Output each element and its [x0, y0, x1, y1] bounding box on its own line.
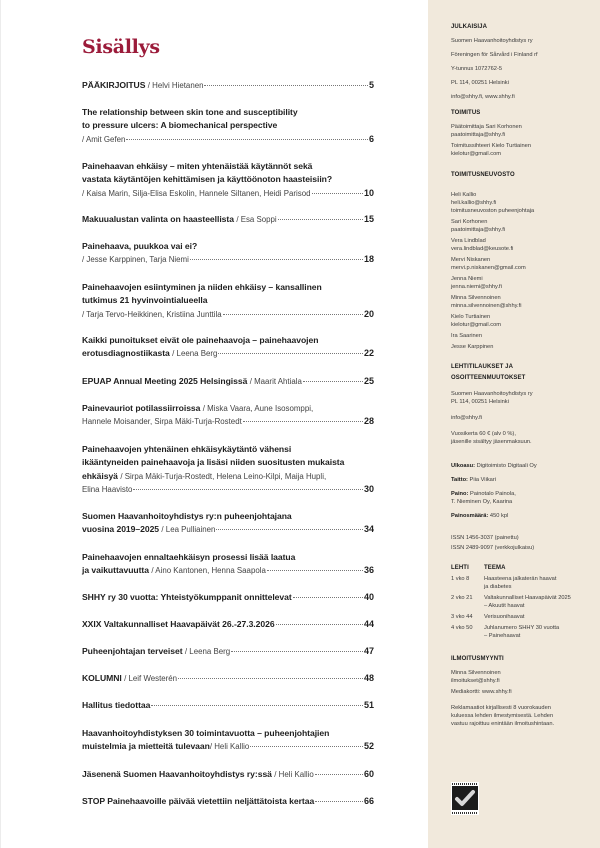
toc-entry[interactable]: [82, 106, 374, 146]
schedule-header: [451, 564, 596, 572]
subscription-note: jäsenille sisältyy jäsenmaksuun.: [451, 439, 532, 445]
issue-cell: 1 vko 8: [451, 576, 470, 582]
leader-dots: [151, 705, 363, 706]
entry-author: / Amit Gefen: [82, 134, 126, 144]
toc-entry[interactable]: [82, 618, 374, 631]
entry-page: 22: [363, 348, 374, 359]
email-link[interactable]: heli.kallio@shhy.fi: [451, 200, 497, 206]
entry-title: Suomen Haavanhoitoyhdistys ry:n puheenjohtajana: [82, 511, 292, 521]
email-link[interactable]: ilmoitukset@shhy.fi: [451, 678, 500, 684]
entry-title: PÄÄKIRJOITUS: [82, 80, 146, 90]
issn-print: ISSN 1456-3037 (painettu): [451, 535, 519, 541]
toc-entry[interactable]: [82, 795, 374, 808]
board-member: Mervi Niskanen: [451, 257, 491, 263]
entry-page: 40: [363, 592, 374, 602]
schedule-row: [451, 613, 596, 621]
entry-author: / Leif Westerén: [124, 674, 178, 683]
entry-page: 52: [363, 741, 374, 752]
email-link[interactable]: minna.silvennoinen@shhy.fi: [451, 303, 522, 309]
editor-in-chief: Päätoimittaja Sari Korhonen: [451, 124, 522, 130]
page-left-edge: [0, 0, 1, 848]
badge-box: [452, 786, 478, 810]
credits-section: [451, 462, 596, 520]
credit-line: [451, 462, 596, 470]
leader-dots: [223, 314, 363, 315]
reklamaatiot-note: [451, 704, 596, 728]
entry-page: 34: [363, 524, 374, 535]
leader-dots: [243, 421, 363, 422]
theme-cell: ja diabetes: [484, 584, 512, 590]
toc-entry[interactable]: [82, 510, 374, 537]
schedule-table: [451, 564, 596, 640]
entry-page: 47: [363, 646, 374, 656]
issue-cell: 2 vko 21: [451, 595, 473, 601]
badge-top-text: [452, 783, 478, 785]
entry-title: ja vaikuttavuutta: [82, 565, 149, 576]
issue-cell: 3 vko 44: [451, 614, 473, 620]
toc-entry[interactable]: [82, 443, 374, 496]
board-member: Kielo Turtiainen: [451, 314, 491, 320]
colophon-sidebar: [428, 0, 600, 848]
schedule-row: [451, 594, 596, 610]
entry-author: Elina Haavisto: [82, 484, 133, 494]
credit-value: Piia Viikari: [469, 477, 496, 483]
email-link[interactable]: kielotur@gmail.com: [451, 151, 502, 157]
entry-title: erotusdiagnostiikasta: [82, 348, 170, 359]
section-heading: LEHTITILAUKSET JA: [451, 364, 514, 370]
leader-dots: [133, 489, 363, 490]
leader-dots: [276, 624, 363, 625]
media-card-link[interactable]: Mediakortti: www.shhy.fi: [451, 689, 512, 695]
entry-title: ehkäisyä: [82, 470, 118, 481]
entry-title: Painehaavan ehkäisy – miten yhtenäistää käytännöt sekä: [82, 161, 313, 171]
entry-title: Jäsenenä Suomen Haavanhoitoyhdistys ry:ssä: [82, 769, 272, 779]
toc-entry[interactable]: [82, 672, 374, 685]
entry-author: / Heli Kallio: [209, 742, 250, 752]
complaints-text: kuluessa lehden ilmestymisestä. Lehden: [451, 713, 554, 719]
subscription-address: PL 114, 00251 Helsinki: [451, 399, 509, 405]
leader-dots: [216, 529, 363, 530]
theme-cell: Haasteena jalkaterän haavat: [484, 576, 557, 582]
entry-author: / Sirpa Mäki-Turja-Rostedt, Helena Leino-Kilpi, Maija Hupli,: [120, 471, 327, 481]
section-heading: OSOITTEENMUUTOKSET: [451, 375, 526, 381]
board-role: toimitusneuvoston puheenjohtaja: [451, 208, 535, 214]
entry-author: / Aino Kantonen, Henna Saapola: [151, 566, 266, 576]
editorial-secretary: Toimitussihteeri Kielo Turtiainen: [451, 143, 531, 149]
board-member: Ira Saarinen: [451, 333, 482, 339]
entry-title: Haavanhoitoyhdistyksen 30 toimintavuotta – puheenjohtajien: [82, 728, 330, 738]
section-heading: TOIMITUSNEUVOSTO: [451, 172, 515, 178]
toc-entry[interactable]: [82, 551, 374, 578]
contact-links[interactable]: info@shhy.fi, www.shhy.fi: [451, 94, 515, 100]
schedule-row: [451, 575, 596, 591]
entry-page: 15: [363, 214, 374, 224]
entry-page: 30: [363, 483, 374, 494]
board-member: Jenna Niemi: [451, 276, 483, 282]
toc-entry[interactable]: [82, 334, 374, 361]
credit-label: Taitto:: [451, 477, 468, 483]
postal-address: PL 114, 00251 Helsinki: [451, 80, 509, 86]
credit-line: [451, 476, 596, 484]
schedule-row: [451, 624, 596, 640]
publisher-name: Suomen Haavanhoitoyhdistys ry: [451, 38, 533, 44]
subscription-address: Suomen Haavanhoitoyhdistys ry: [451, 391, 533, 397]
toc-title: Sisällys: [82, 36, 160, 58]
issn-online: ISSN 2489-9097 (verkkojulkaisu): [451, 545, 535, 551]
entry-title: Makuualustan valinta on haasteellista: [82, 214, 234, 224]
issue-cell: 4 vko 50: [451, 625, 473, 631]
credit-line: [451, 490, 596, 498]
toc-entry[interactable]: [82, 768, 374, 781]
entry-author: / Esa Soppi: [236, 215, 277, 224]
entry-author: / Leena Berg: [184, 647, 231, 656]
entry-page: 44: [363, 619, 374, 629]
entry-title: to pressure ulcers: A biomechanical perspective: [82, 120, 278, 131]
toc-entry[interactable]: [82, 591, 374, 604]
email-link[interactable]: info@shhy.fi: [451, 415, 482, 421]
entry-page: 51: [363, 700, 374, 710]
entry-author: / Jesse Karppinen, Tarja Niemi: [82, 255, 189, 265]
entry-author: / Maarit Ahtiala: [249, 377, 302, 386]
board-member: Vera Lindblad: [451, 238, 486, 244]
entry-author: / Lea Pulliainen: [161, 525, 216, 535]
entry-title: Hallitus tiedottaa: [82, 700, 151, 710]
column-header: LEHTI: [451, 565, 469, 571]
entry-page: 66: [363, 796, 374, 806]
complaints-text: Reklamaatiot kirjallisesti 8 vuorokauden: [451, 705, 551, 711]
toc-entry[interactable]: [82, 699, 374, 712]
entry-page: 60: [363, 769, 374, 779]
badge-bottom-text: [452, 812, 478, 814]
entry-title: muistelmia ja mietteitä tulevaan: [82, 741, 210, 752]
email-link[interactable]: mervi.p.niskanen@gmail.com: [451, 265, 526, 271]
checkmark-icon: [452, 786, 478, 810]
toc-entry[interactable]: [82, 160, 374, 200]
entry-page: 10: [363, 187, 374, 198]
entry-title: Painehaavojen ennaltaehkäisyn prosessi lisää laatua: [82, 552, 296, 562]
leader-dots: [190, 259, 363, 260]
tilaukset-section: [451, 363, 596, 446]
issn-section: [451, 534, 596, 552]
section-heading: ILMOITUSMYYNTI: [451, 656, 504, 662]
credit-value: T. Nieminen Oy, Kaarina: [451, 499, 513, 505]
entry-title: XXIX Valtakunnalliset Haavapäivät 26.-27.3.2026: [82, 619, 275, 629]
business-id: Y-tunnus 1072762-5: [451, 66, 503, 72]
credit-label: Paino:: [451, 491, 469, 497]
board-member: Heli Kallio: [451, 192, 477, 198]
entry-author: / Tarja Tervo-Heikkinen, Kristiina Junttila: [82, 309, 222, 319]
board-member: Sari Korhonen: [451, 219, 488, 225]
leader-dots: [278, 219, 363, 220]
entry-page: 28: [363, 416, 374, 427]
email-link[interactable]: vera.lindblad@keusote.fi: [451, 246, 514, 252]
credit-line: [451, 512, 596, 520]
section-heading: JULKAISIJA: [451, 24, 488, 30]
entry-author: / Kaisa Marin, Silja-Elisa Eskolin, Hannele Siltanen, Heidi Parisod: [82, 188, 311, 198]
leader-dots: [231, 651, 363, 652]
entry-title: Puheenjohtajan terveiset: [82, 646, 183, 656]
entry-author: / Miska Vaara, Aune Isosomppi,: [202, 404, 314, 413]
credit-value: Painotalo Painola,: [469, 491, 516, 497]
entry-title: EPUAP Annual Meeting 2025 Helsingissä: [82, 376, 248, 386]
email-link[interactable]: jenna.niemi@shhy.fi: [451, 284, 502, 290]
toc-entry[interactable]: [82, 213, 374, 226]
theme-cell: – Painehaavat: [484, 633, 521, 639]
leader-dots: [126, 139, 368, 140]
entry-page: 36: [363, 565, 374, 576]
toc-entry[interactable]: [82, 79, 374, 92]
entry-author: / Helvi Hietanen: [147, 81, 204, 90]
leader-dots: [303, 381, 363, 382]
toc-entry[interactable]: [82, 281, 374, 321]
ilmoitusmyynti-section: [451, 655, 596, 696]
entry-author: / Heli Kallio: [274, 770, 314, 779]
leader-dots: [312, 193, 363, 194]
email-link[interactable]: paatoimittaja@shhy.fi: [451, 132, 506, 138]
leader-dots: [315, 774, 363, 775]
toimitusneuvosto-section: [451, 171, 596, 351]
column-header: TEEMA: [484, 565, 506, 571]
toc-entry[interactable]: [82, 727, 374, 754]
entry-title: STOP Painehaavoille päivää vietettiin neljättätoista kertaa: [82, 796, 315, 806]
toc-entry[interactable]: [82, 402, 374, 429]
section-heading: TOIMITUS: [451, 110, 481, 116]
entry-page: 5: [368, 80, 374, 90]
entry-page: 25: [363, 376, 374, 386]
theme-cell: – Akuutit haavat: [484, 603, 525, 609]
entry-page: 48: [363, 673, 374, 683]
leader-dots: [204, 85, 368, 86]
entry-title: SHHY ry 30 vuotta: Yhteistyökumppanit onnittelevat: [82, 592, 292, 602]
credit-value: 450 kpl: [489, 513, 509, 519]
entry-title: Painehaavojen esiintyminen ja niiden ehkäisy – kansallinen: [82, 282, 322, 292]
leader-dots: [178, 678, 363, 679]
entry-title: The relationship between skin tone and susceptibility: [82, 107, 298, 117]
julkaisija-section: [451, 23, 596, 101]
entry-title: ikääntyneiden painehaavoja ja lisäsi niiden suositusten mukaista: [82, 457, 345, 468]
credit-label: Ulkoasu:: [451, 463, 476, 469]
entry-title: vastata käytäntöjen kehittämisen ja käyttöönoton haasteisiin?: [82, 174, 333, 185]
entry-title: KOLUMNI: [82, 673, 122, 683]
responsible-journalism-badge: [451, 782, 479, 815]
entry-title: Painehaavojen yhtenäinen ehkäisykäytäntö vähensi: [82, 444, 292, 454]
theme-cell: Verisuonihaavat: [484, 614, 525, 620]
entry-author: Hannele Moisander, Sirpa Mäki-Turja-Rostedt: [82, 417, 242, 427]
toimitus-section: [451, 109, 596, 158]
entry-page: 6: [368, 133, 374, 144]
sales-contact: Minna Silvennoinen: [451, 670, 501, 676]
email-link[interactable]: paatoimittaja@shhy.fi: [451, 227, 506, 233]
complaints-text: vastuu rajoittuu enintään ilmoitushintaan.: [451, 721, 555, 727]
credit-label: Painosmäärä:: [451, 513, 489, 519]
entry-page: 20: [363, 308, 374, 319]
entry-title: Painehaava, puukkoa vai ei?: [82, 241, 198, 251]
entry-author: / Leena Berg: [172, 349, 218, 359]
board-member: Jesse Karppinen: [451, 344, 494, 350]
leader-dots: [293, 597, 363, 598]
leader-dots: [250, 746, 363, 747]
publisher-name-sv: Föreningen för Sårvård i Finland rf: [451, 52, 538, 58]
entry-title: vuosina 2019–2025: [82, 524, 160, 535]
entry-title: Kaikki punoitukset eivät ole painehaavoja – painehaavojen: [82, 335, 319, 345]
board-member: Minna Silvennoinen: [451, 295, 501, 301]
entry-title: tutkimus 21 hyvinvointialueella: [82, 295, 208, 306]
theme-cell: Valtakunnalliset Haavapäivät 2025: [484, 595, 571, 601]
leader-dots: [315, 801, 363, 802]
toc-entry[interactable]: [82, 645, 374, 658]
entry-title: Painevauriot potilassiirroissa: [82, 403, 201, 413]
leader-dots: [267, 570, 363, 571]
credit-value: Digitoimisto Digitaali Oy: [476, 463, 537, 469]
toc-entry[interactable]: [82, 375, 374, 388]
toc-entry[interactable]: [82, 240, 374, 267]
email-link[interactable]: kielotur@gmail.com: [451, 322, 502, 328]
leader-dots: [218, 353, 363, 354]
subscription-price: Vuosikerta 60 € (alv 0 %),: [451, 431, 516, 437]
entry-page: 18: [363, 254, 374, 265]
theme-cell: Juhlanumero SHHY 30 vuotta: [484, 625, 560, 631]
